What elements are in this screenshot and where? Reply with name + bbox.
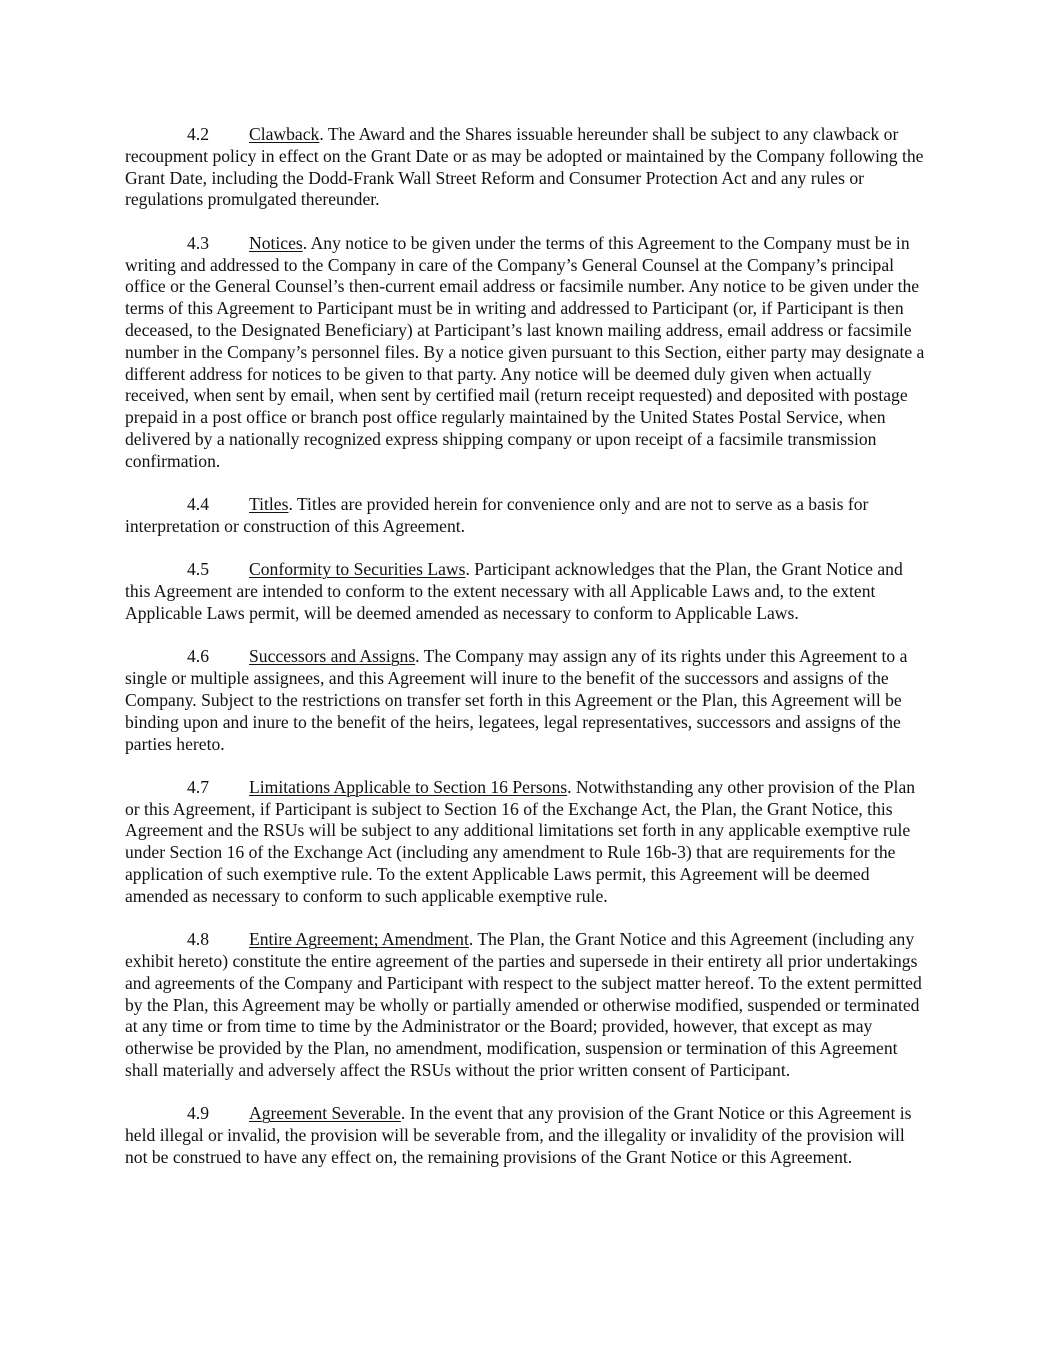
section-title: Entire Agreement; Amendment — [249, 929, 469, 950]
section-4-4 — [125, 494, 931, 538]
section-body: . Notwithstanding any other provision of the Plan or this Agreement, if Participant is subject to Section 16 of the Exchange Act, the Plan, the Grant Notice, this Agreement and the RSUs will be subject to any additional limitations set forth in any applicable exemptive rule under Section 16 of the Exchange Act (including any amendment to Rule 16b-3) that are requirements for the application of such exemptive rule. To the extent Applicable Laws permit, this Agreement will be deemed amended as necessary to conform to such applicable exemptive rule. — [125, 776, 916, 906]
section-title: Successors and Assigns — [249, 646, 416, 667]
section-4-8 — [125, 929, 931, 1082]
section-4-9 — [125, 1103, 931, 1168]
section-number: 4.8 — [187, 929, 209, 950]
section-number: 4.9 — [187, 1103, 209, 1124]
section-4-6 — [125, 646, 931, 755]
section-body: . The Company may assign any of its rights under this Agreement to a single or multiple assignees, and this Agreement will inure to the benefit of the successors and assigns of the Company. Subject to the restrictions on transfer set forth in this Agreement or the Plan, this Agreement will be binding upon and inure to the benefit of the heirs, legatees, legal representatives, successors and assigns of the parties hereto. — [125, 646, 908, 754]
section-title: Titles — [249, 494, 289, 515]
section-number: 4.4 — [187, 494, 209, 515]
section-number: 4.6 — [187, 646, 209, 667]
section-number: 4.3 — [187, 232, 209, 253]
section-number: 4.5 — [187, 559, 209, 580]
section-body: . Any notice to be given under the terms of this Agreement to the Company must be in writing and addressed to the Company in care of the Company’s General Counsel at the Company’s principal office or the General Counsel’s then-current email address or facsimile number. Any notice to be given under the terms of this Agreement to Participant must be in writing and addressed to Participant (or, if Participant is then deceased, to the Designated Beneficiary) at Participant’s last known mailing address, email address or facsimile number in the Company’s personnel files. By a notice given pursuant to this Section, either party may designate a different address for notices to be given to that party. Any notice will be deemed duly given when actually received, when sent by email, when sent by certified mail (return receipt requested) and deposited with postage prepaid in a post office or branch post office regularly maintained by the United States Postal Service, when delivered by a nationally recognized express shipping company or upon receipt of a facsimile transmission confirmation. — [125, 232, 925, 471]
document-page — [125, 124, 931, 1190]
section-title: Agreement Severable — [249, 1103, 401, 1124]
section-body: . In the event that any provision of the Grant Notice or this Agreement is held illegal or invalid, the provision will be severable from, and the illegality or invalidity of the provision will not be construed to have any effect on, the remaining provisions of the Grant Notice or this Agreement. — [125, 1103, 912, 1168]
section-body: . The Award and the Shares issuable hereunder shall be subject to any clawback or recoupment policy in effect on the Grant Date or as may be adopted or maintained by the Company following the Grant Date, including the Dodd-Frank Wall Street Reform and Consumer Protection Act and any rules or regulations promulgated thereunder. — [125, 124, 924, 210]
section-4-5 — [125, 559, 931, 624]
section-body: . Titles are provided herein for convenience only and are not to serve as a basis for interpretation or construction of this Agreement. — [125, 494, 869, 536]
section-4-3 — [125, 233, 931, 473]
section-number: 4.7 — [187, 776, 209, 797]
section-4-7 — [125, 777, 931, 908]
section-number: 4.2 — [187, 124, 209, 144]
section-body: . The Plan, the Grant Notice and this Agreement (including any exhibit hereto) constitute the entire agreement of the parties and supersede in their entirety all prior undertakings and agreements of the Company and Participant with respect to the subject matter hereof. To the extent permitted by the Plan, this Agreement may be wholly or partially amended or otherwise modified, suspended or terminated at any time or from time to time by the Administrator or the Board; provided, however, that except as may otherwise be provided by the Plan, no amendment, modification, suspension or termination of this Agreement shall materially and adversely affect the RSUs without the prior written consent of Participant. — [125, 929, 922, 1081]
section-body: . Participant acknowledges that the Plan, the Grant Notice and this Agreement are intended to conform to the extent necessary with all Applicable Laws and, to the extent Applicable Laws permit, will be deemed amended as necessary to conform to Applicable Laws. — [125, 559, 903, 623]
section-title: Limitations Applicable to Section 16 Persons — [249, 776, 568, 797]
section-title: Notices — [249, 232, 303, 253]
section-title: Clawback — [249, 124, 320, 144]
section-4-2 — [125, 124, 931, 211]
section-title: Conformity to Securities Laws — [249, 559, 466, 580]
